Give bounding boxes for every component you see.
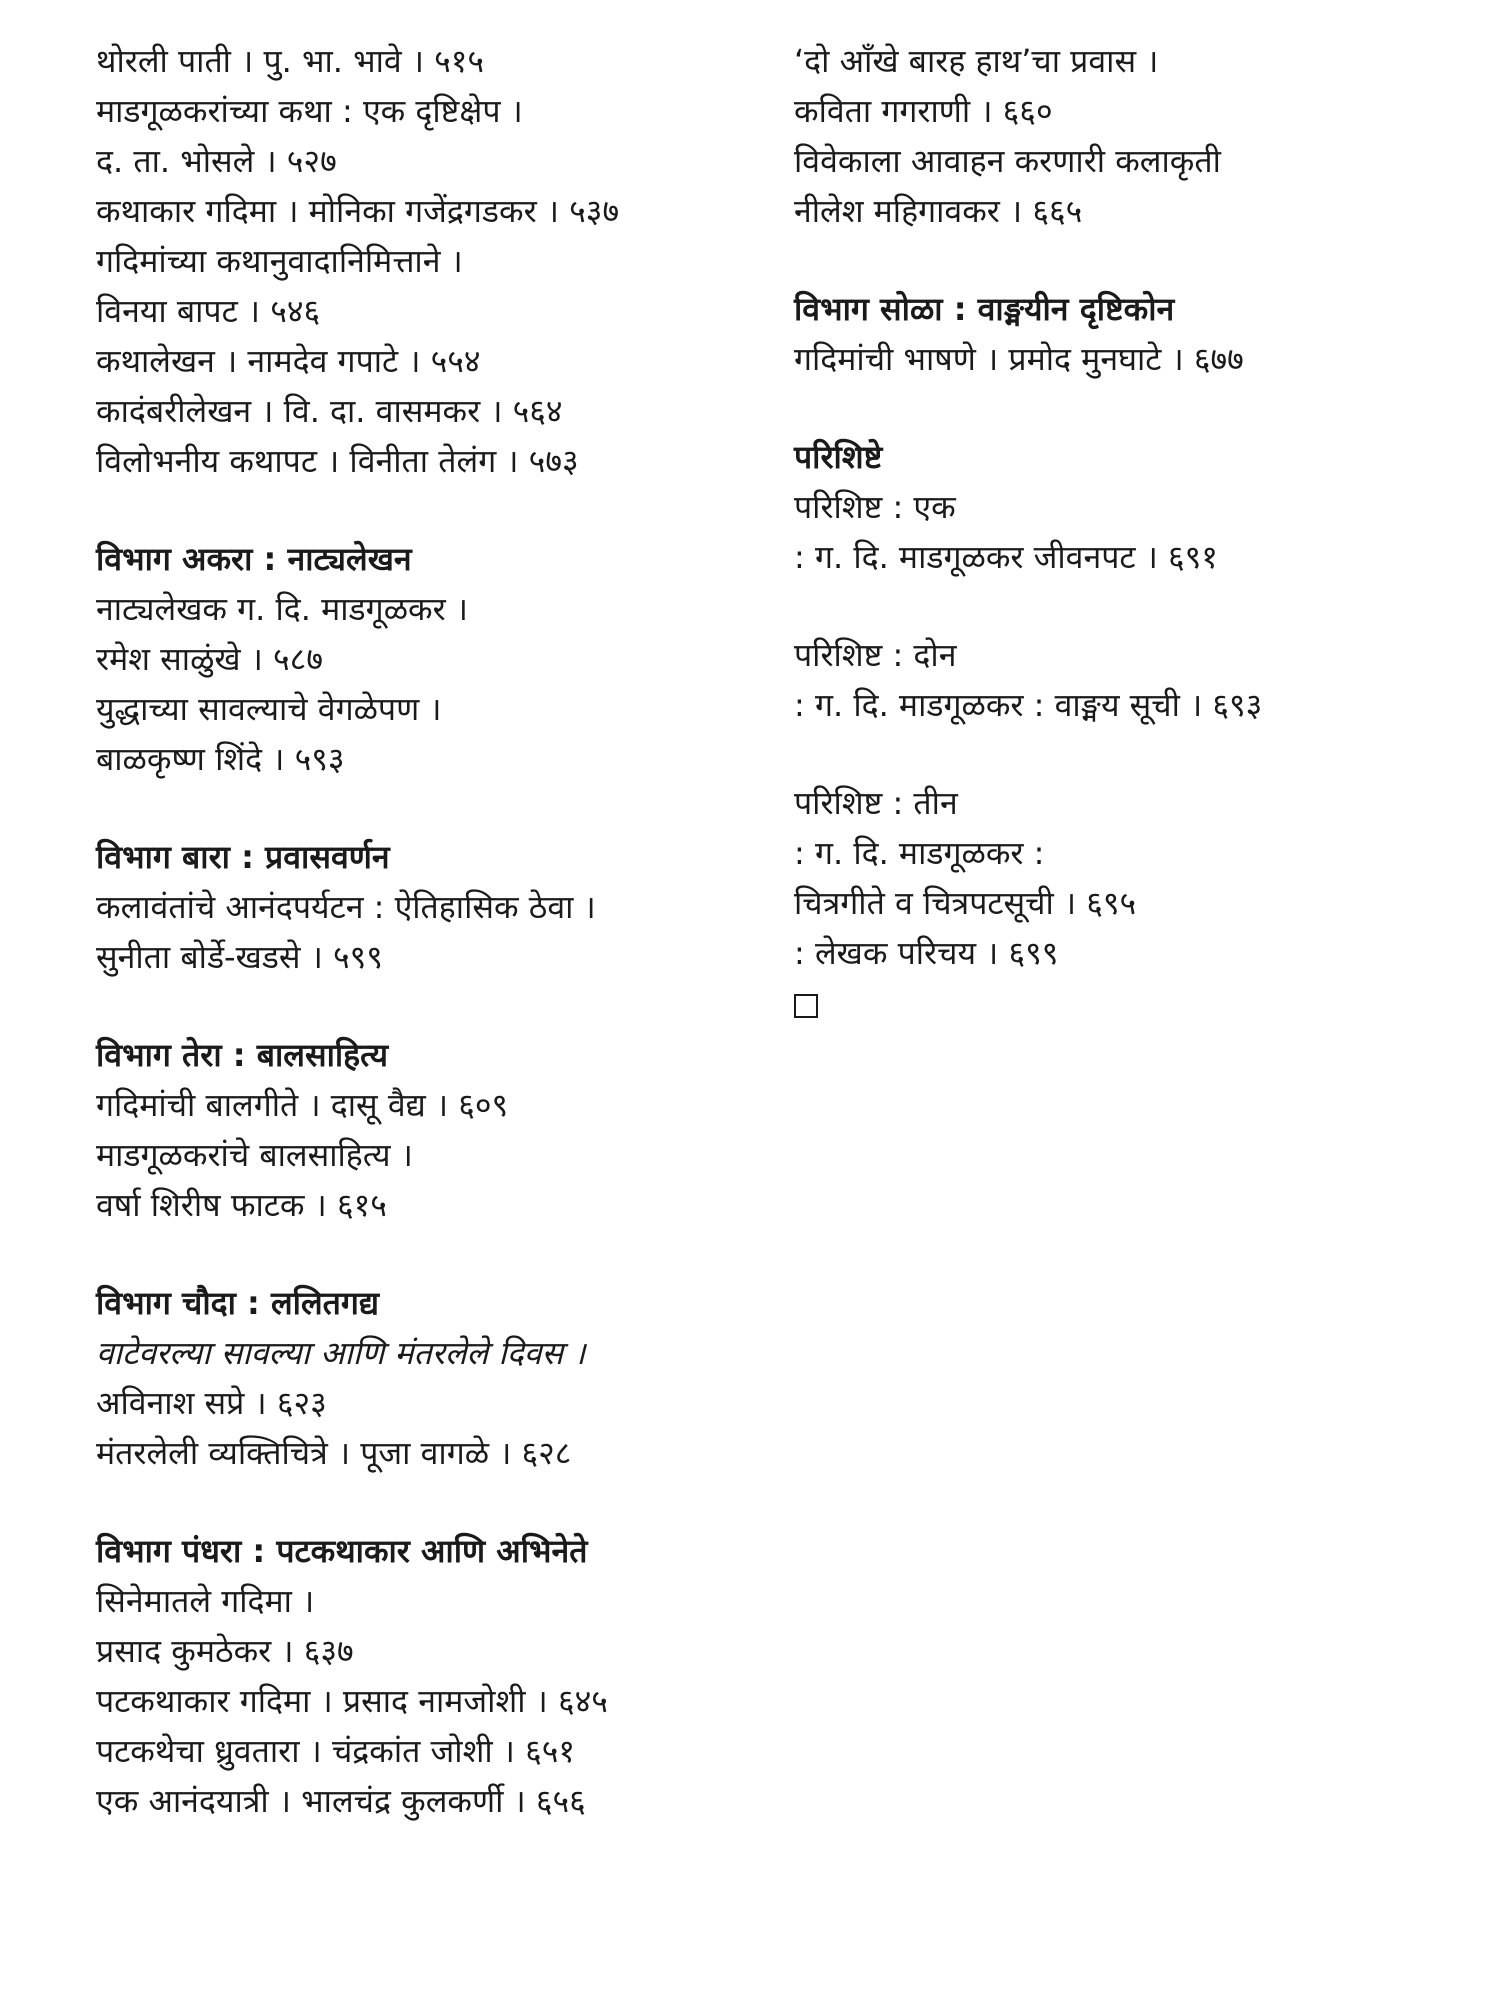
section-gap — [96, 486, 716, 534]
toc-entry: प्रसाद कुमठेकर । ६३७ — [96, 1632, 354, 1670]
appendix-title: परिशिष्ट : तीन — [794, 784, 958, 822]
toc-entry: पटकथेचा ध्रुवतारा । चंद्रकांत जोशी । ६५१ — [96, 1732, 576, 1770]
toc-entry: माडगूळकरांचे बालसाहित्य । — [96, 1136, 413, 1174]
toc-entry: बाळकृष्ण शिंदे । ५९३ — [96, 740, 345, 778]
toc-left-column — [96, 36, 716, 1826]
toc-entry: विनया बापट । ५४६ — [96, 292, 321, 330]
toc-entry: : ग. दि. माडगूळकर : — [794, 834, 1045, 872]
toc-entry: : लेखक परिचय । ६९९ — [794, 934, 1059, 972]
section-heading-15: विभाग पंधरा : पटकथाकार आणि अभिनेते — [96, 1532, 588, 1570]
toc-entry: : ग. दि. माडगूळकर : वाङ्मय सूची । ६९३ — [794, 686, 1263, 724]
toc-entry: द. ता. भोसले । ५२७ — [96, 142, 337, 180]
toc-entry: एक आनंदयात्री । भालचंद्र कुलकर्णी । ६५६ — [96, 1782, 586, 1820]
toc-entry: माडगूळकरांच्या कथा : एक दृष्टिक्षेप । — [96, 92, 523, 130]
toc-entry: कादंबरीलेखन । वि. दा. वासमकर । ५६४ — [96, 392, 563, 430]
toc-entry: नाट्यलेखक ग. दि. माडगूळकर । — [96, 590, 468, 628]
toc-entry: अविनाश सप्रे । ६२३ — [96, 1384, 327, 1422]
toc-entry: गदिमांच्या कथानुवादानिमित्ताने । — [96, 242, 463, 280]
box-icon — [794, 994, 818, 1018]
section-heading-13: विभाग तेरा : बालसाहित्य — [96, 1036, 389, 1074]
section-gap — [794, 384, 1454, 432]
section-gap — [794, 236, 1454, 284]
toc-right-column — [794, 36, 1454, 1028]
toc-entry: चित्रगीते व चित्रपटसूची । ६९५ — [794, 884, 1137, 922]
toc-entry: कविता गगराणी । ६६० — [794, 92, 1053, 130]
section-gap — [96, 1478, 716, 1526]
toc-entry: वर्षा शिरीष फाटक । ६१५ — [96, 1186, 387, 1224]
toc-entry: सिनेमातले गदिमा । — [96, 1582, 315, 1620]
appendix-title: परिशिष्ट : दोन — [794, 636, 957, 674]
toc-entry-italic: वाटेवरल्या सावल्या आणि मंतरलेले दिवस । — [96, 1334, 586, 1372]
section-gap — [794, 582, 1454, 630]
toc-entry: गदिमांची भाषणे । प्रमोद मुनघाटे । ६७७ — [794, 340, 1244, 378]
section-heading-16: विभाग सोळा : वाङ्मयीन दृष्टिकोन — [794, 290, 1175, 328]
section-gap — [794, 730, 1454, 778]
toc-entry: कलावंतांचे आनंदपर्यटन : ऐतिहासिक ठेवा । — [96, 888, 596, 926]
toc-entry: विलोभनीय कथापट । विनीता तेलंग । ५७३ — [96, 442, 579, 480]
toc-entry: : ग. दि. माडगूळकर जीवनपट । ६९१ — [794, 538, 1218, 576]
section-heading-11: विभाग अकरा : नाट्यलेखन — [96, 540, 412, 578]
toc-entry: मंतरलेली व्यक्तिचित्रे । पूजा वागळे । ६२८ — [96, 1434, 572, 1472]
toc-entry: कथाकार गदिमा । मोनिका गजेंद्रगडकर । ५३७ — [96, 192, 620, 230]
appendices-heading: परिशिष्टे — [794, 438, 883, 476]
section-heading-12: विभाग बारा : प्रवासवर्णन — [96, 838, 390, 876]
toc-entry: रमेश साळुंखे । ५८७ — [96, 640, 323, 678]
section-gap — [96, 982, 716, 1030]
end-mark — [794, 978, 1454, 1028]
section-heading-14: विभाग चौदा : ललितगद्य — [96, 1284, 380, 1322]
toc-entry: पटकथाकार गदिमा । प्रसाद नामजोशी । ६४५ — [96, 1682, 608, 1720]
toc-entry: युद्धाच्या सावल्याचे वेगळेपण । — [96, 690, 442, 728]
toc-entry: कथालेखन । नामदेव गपाटे । ५५४ — [96, 342, 481, 380]
toc-entry: गदिमांची बालगीते । दासू वैद्य । ६०९ — [96, 1086, 509, 1124]
appendix-title: परिशिष्ट : एक — [794, 488, 956, 526]
toc-entry: सुनीता बोर्डे-खडसे । ५९९ — [96, 938, 383, 976]
section-gap — [96, 784, 716, 832]
section-gap — [96, 1230, 716, 1278]
toc-entry: ‘दो आँखे बारह हाथ’चा प्रवास । — [794, 42, 1159, 80]
toc-entry: नीलेश महिगावकर । ६६५ — [794, 192, 1083, 230]
toc-entry: विवेकाला आवाहन करणारी कलाकृती — [794, 142, 1221, 180]
toc-entry: थोरली पाती । पु. भा. भावे । ५१५ — [96, 42, 485, 80]
